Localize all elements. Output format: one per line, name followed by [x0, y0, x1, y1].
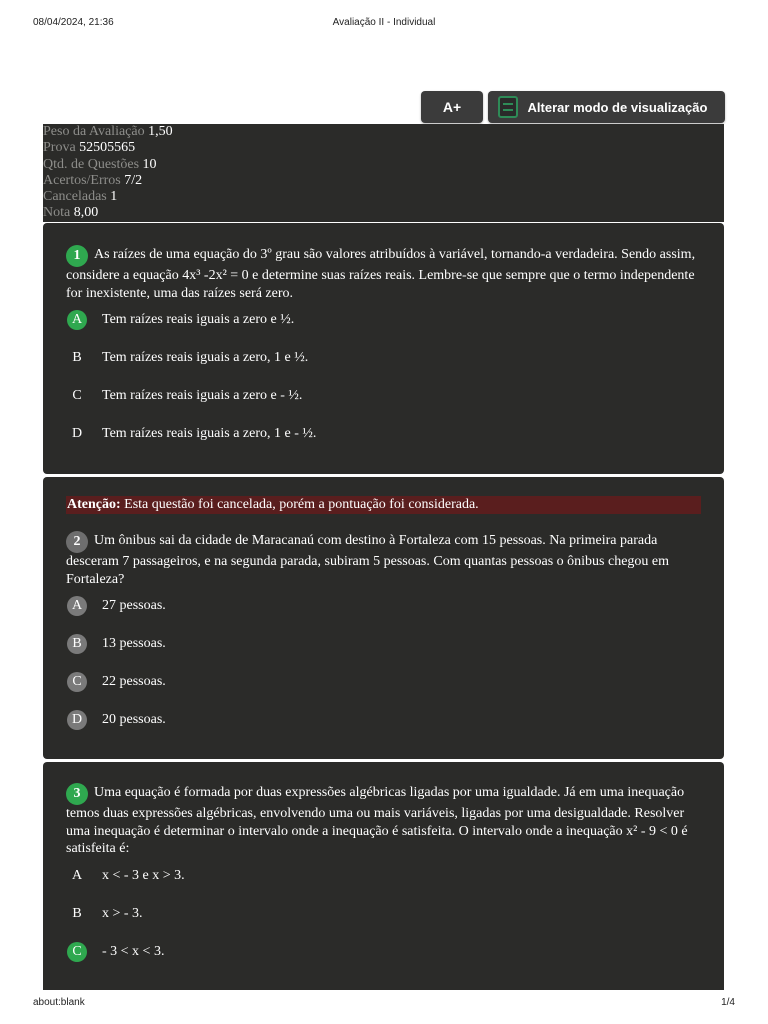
- summary-cancelled: Canceladas 1: [43, 189, 118, 205]
- document-view-icon: [498, 96, 518, 118]
- option-b[interactable]: [66, 634, 701, 654]
- option-text: 22 pessoas.: [102, 674, 166, 689]
- option-text: 13 pessoas.: [102, 636, 166, 651]
- option-text: 20 pessoas.: [102, 712, 166, 727]
- question-number-badge: 2: [66, 531, 88, 553]
- option-text: 27 pessoas.: [102, 598, 166, 613]
- question-card-2: [43, 477, 724, 759]
- exam-summary: [43, 124, 724, 222]
- option-letter: D: [71, 426, 83, 441]
- option-letter: A: [71, 867, 83, 883]
- print-page-number: 1/4: [721, 997, 735, 1008]
- font-size-button[interactable]: A+: [421, 91, 483, 123]
- option-letter: B: [72, 350, 82, 365]
- summary-question-count: Qtd. de Questões 10: [43, 156, 157, 172]
- print-header: [33, 17, 735, 29]
- options-list: [66, 866, 701, 962]
- change-view-mode-button[interactable]: [488, 91, 725, 123]
- summary-grade: Nota 8,00: [43, 205, 99, 221]
- option-a[interactable]: [66, 310, 701, 330]
- option-letter-correct: A: [67, 310, 87, 330]
- question-text: 2 Um ônibus sai da cidade de Maracanaú com destino à Fortaleza com 15 pessoas. Na primeira parada desceram 7 passageiros, e na segunda parada, subiram 5 pessoas. Com quantas pessoas o ônibus chegou em Fortaleza?: [66, 533, 670, 587]
- options-list: [66, 596, 701, 730]
- option-c[interactable]: [66, 942, 701, 962]
- summary-hits-misses: Acertos/Erros 7/2: [43, 172, 143, 188]
- question-text: 3 Uma equação é formada por duas expressões algébricas ligadas por uma igualdade. Já em uma inequação temos duas expressões algébricas, envolvendo uma ou mais variáveis, ligadas por uma desigualdade. Resolver uma inequação é determinar o intervalo onde a inequação é satisfeita. O intervalo onde a inequação x² - 9 < 0 é satisfeita é:: [66, 785, 688, 856]
- notice-label: Atenção:: [67, 497, 121, 512]
- option-text: Tem raízes reais iguais a zero, 1 e ½.: [102, 350, 309, 365]
- option-text: - 3 < x < 3.: [102, 943, 165, 959]
- option-text: Tem raízes reais iguais a zero e - ½.: [102, 388, 303, 403]
- change-view-mode-label: Alterar modo de visualização: [527, 99, 708, 115]
- option-letter: C: [72, 388, 82, 403]
- option-letter: C: [67, 672, 87, 692]
- print-title: Avaliação II - Individual: [332, 17, 436, 28]
- option-text: x < - 3 e x > 3.: [102, 867, 185, 883]
- question-text: 1 As raízes de uma equação do 3º grau são valores atribuídos à variável, tornando-a verdadeira. Sendo assim, considere a equação 4x³ -2x² = 0 e determine suas raízes reais. Lembre-se que sempre que o termo independente for inexistente, uma das raízes será zero.: [66, 247, 696, 301]
- summary-weight: Peso da Avaliação 1,50: [43, 124, 173, 139]
- question-card-1: [43, 223, 724, 474]
- option-letter: A: [67, 596, 87, 616]
- print-footer: [33, 997, 735, 1009]
- option-d[interactable]: [66, 424, 701, 444]
- option-a[interactable]: [66, 866, 701, 886]
- option-a[interactable]: [66, 596, 701, 616]
- question-card-3: [43, 762, 724, 990]
- question-number-badge: 1: [66, 245, 88, 267]
- question-number-badge: 3: [66, 783, 88, 805]
- toolbar: [421, 91, 725, 123]
- option-letter: D: [67, 710, 87, 730]
- option-text: Tem raízes reais iguais a zero, 1 e - ½.: [102, 426, 317, 441]
- option-letter-correct: C: [67, 942, 87, 962]
- option-letter: B: [72, 905, 82, 921]
- print-url: about:blank: [33, 997, 85, 1008]
- option-text: x > - 3.: [102, 905, 143, 921]
- option-b[interactable]: [66, 904, 701, 924]
- print-datetime: 08/04/2024, 21:36: [33, 17, 114, 28]
- option-c[interactable]: [66, 386, 701, 406]
- notice-text: Esta questão foi cancelada, porém a pontuação foi considerada.: [124, 497, 479, 512]
- option-d[interactable]: [66, 710, 701, 730]
- option-b[interactable]: [66, 348, 701, 368]
- option-letter: B: [67, 634, 87, 654]
- summary-exam-id: Prova 52505565: [43, 140, 136, 156]
- option-text: Tem raízes reais iguais a zero e ½.: [102, 312, 295, 327]
- option-c[interactable]: [66, 672, 701, 692]
- options-list: [66, 310, 701, 444]
- cancelled-notice: [66, 496, 701, 514]
